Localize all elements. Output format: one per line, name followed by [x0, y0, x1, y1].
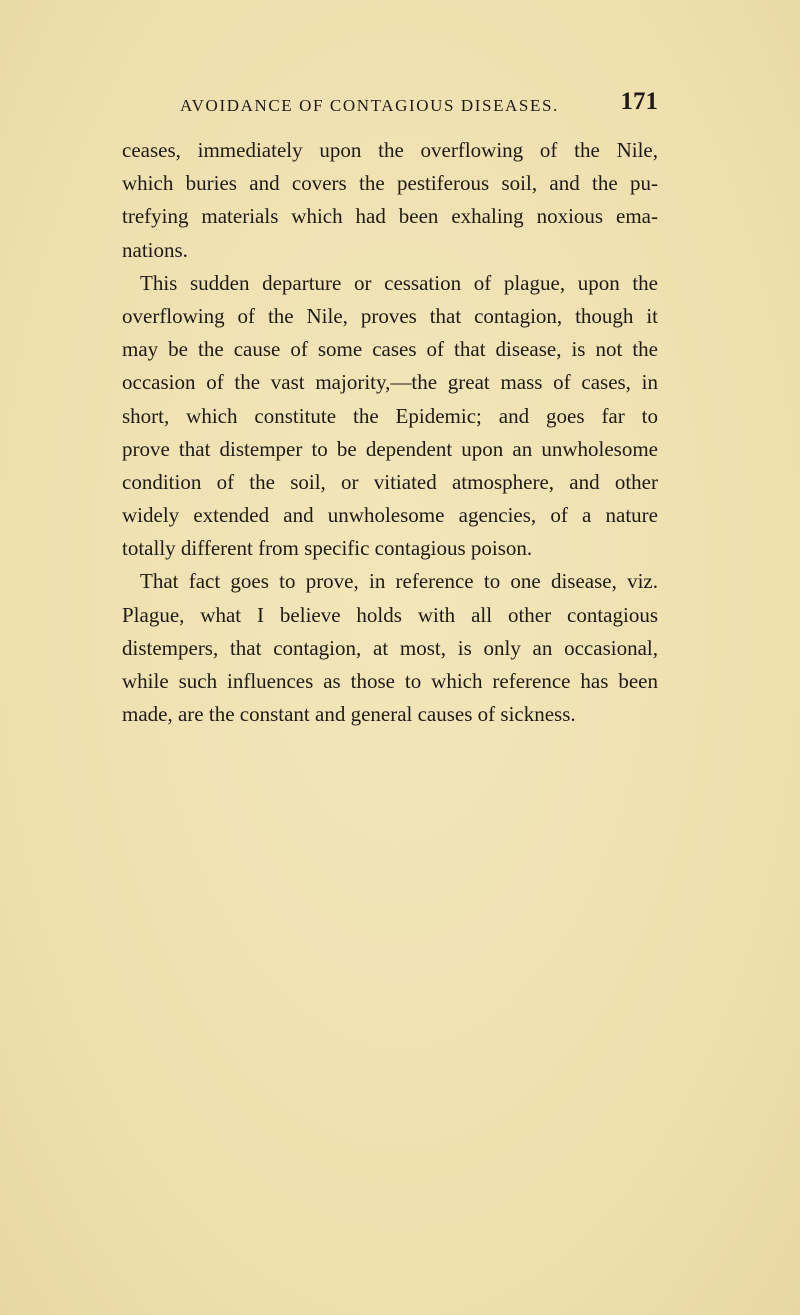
text-line: trefying materials which had been exhaling noxious ema-	[122, 204, 658, 229]
text-line: occasion of the vast majority,—the great mass of cases, in	[122, 370, 658, 395]
text-line: condition of the soil, or vitiated atmosphere, and other	[122, 469, 658, 494]
text-line: ceases, immediately upon the overflowing of the Nile,	[122, 138, 658, 162]
body-text	[122, 134, 658, 731]
text-line: distempers, that contagion, at most, is only an occasional,	[122, 635, 658, 660]
text-line: may be the cause of some cases of that disease, is not the	[122, 337, 658, 362]
paragraph-1	[122, 134, 658, 267]
text-line: overflowing of the Nile, proves that contagion, though it	[122, 303, 658, 328]
running-title: AVOIDANCE OF CONTAGIOUS DISEASES.	[180, 96, 559, 115]
text-line: totally different from specific contagious poison.	[122, 536, 533, 561]
paragraph-2	[122, 267, 658, 566]
running-head	[122, 88, 658, 124]
page-number: 171	[620, 88, 658, 115]
text-line: prove that distemper to be dependent upon an unwholesome	[122, 436, 658, 461]
text-line: This sudden departure or cessation of plague, upon the	[140, 270, 658, 295]
text-line: That fact goes to prove, in reference to one disease, viz.	[140, 569, 658, 594]
text-line: short, which constitute the Epidemic; and goes far to	[122, 403, 658, 428]
text-line: made, are the constant and general causes of sickness.	[122, 702, 576, 727]
text-line: nations.	[122, 237, 188, 262]
paragraph-3	[122, 565, 658, 731]
text-line: Plague, what I believe holds with all other contagious	[122, 602, 658, 627]
text-line: widely extended and unwholesome agencies, of a nature	[122, 503, 658, 528]
text-line: which buries and covers the pestiferous soil, and the pu-	[122, 171, 658, 196]
text-line: while such influences as those to which reference has been	[122, 669, 658, 693]
